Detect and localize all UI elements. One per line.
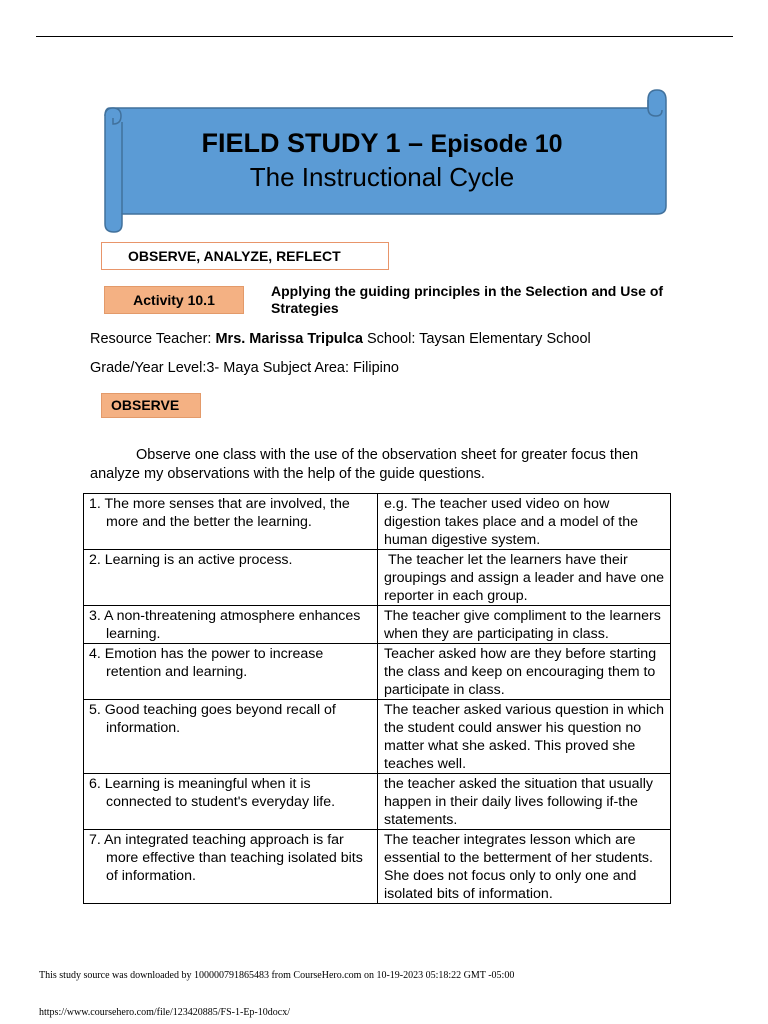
table-row [84,550,671,606]
observe-label: OBSERVE [101,393,201,418]
section-header: OBSERVE, ANALYZE, REFLECT [101,242,389,270]
table-row [84,830,671,904]
activity-title: Applying the guiding principles in the Selection and Use of Strategies [271,283,664,316]
banner-subtitle: The Instructional Cycle [249,162,515,192]
observation-cell: Teacher asked how are they before starting the class and keep on encouraging them to participate in class. [378,644,671,700]
subject-area: Subject Area: Filipino [258,360,399,376]
observation-cell: The teacher let the learners have their groupings and assign a leader and have one reporter in each group. [378,550,671,606]
table-row [84,494,671,550]
table-row [84,774,671,830]
school-name: School: Taysan Elementary School [362,331,591,347]
resource-teacher-line [90,331,591,347]
download-note: This study source was downloaded by 100000791865483 from CourseHero.com on 10-19-2023 05:18:22 GMT -05:00 [39,970,515,981]
observation-cell: The teacher integrates lesson which are essential to the betterment of her students. She does not focus only to only one and isolated bits of information. [378,830,671,904]
table-row [84,606,671,644]
principle-cell: 4. Emotion has the power to increase retention and learning. [89,646,324,680]
resource-teacher-label: Resource Teacher: [90,331,216,347]
banner-heading [122,128,642,159]
principle-cell: 7. An integrated teaching approach is far more effective than teaching isolated bits of information. [89,832,363,884]
observation-table [83,493,671,904]
table-row [84,700,671,774]
observation-cell: e.g. The teacher used video on how digestion takes place and a model of the human digestive system. [378,494,671,550]
principle-cell: 2. Learning is an active process. [89,552,293,568]
principle-cell: 6. Learning is meaningful when it is connected to student's everyday life. [89,776,336,810]
principle-cell: 1. The more senses that are involved, the more and the better the learning. [89,496,350,530]
scroll-banner [100,86,670,236]
source-url[interactable]: https://www.coursehero.com/file/123420885/FS-1-Ep-10docx/ [39,1007,290,1018]
activity-label: Activity 10.1 [104,286,244,314]
grade-subject-line [90,360,399,376]
observation-cell: The teacher asked various question in which the student could answer his question no matter what she asked. This proved she teaches well. [378,700,671,774]
banner-title-episode: Episode 10 [430,130,563,158]
principle-cell: 5. Good teaching goes beyond recall of information. [89,702,336,736]
resource-teacher-name: Mrs. Marissa Tripulca [215,331,363,347]
grade-level: Grade/Year Level:3- Maya [90,360,259,376]
table-row [84,644,671,700]
intro-paragraph: Observe one class with the use of the observation sheet for greater focus then analyze my observations with the help of the guide questions. [90,447,639,482]
principle-cell: 3. A non-threatening atmosphere enhances learning. [89,608,361,642]
banner-title-main: FIELD STUDY 1 – [201,128,431,158]
observation-cell: The teacher give compliment to the learners when they are participating in class. [378,606,671,644]
observation-cell: the teacher asked the situation that usually happen in their daily lives following if-the statements. [378,774,671,830]
top-rule [36,36,733,37]
